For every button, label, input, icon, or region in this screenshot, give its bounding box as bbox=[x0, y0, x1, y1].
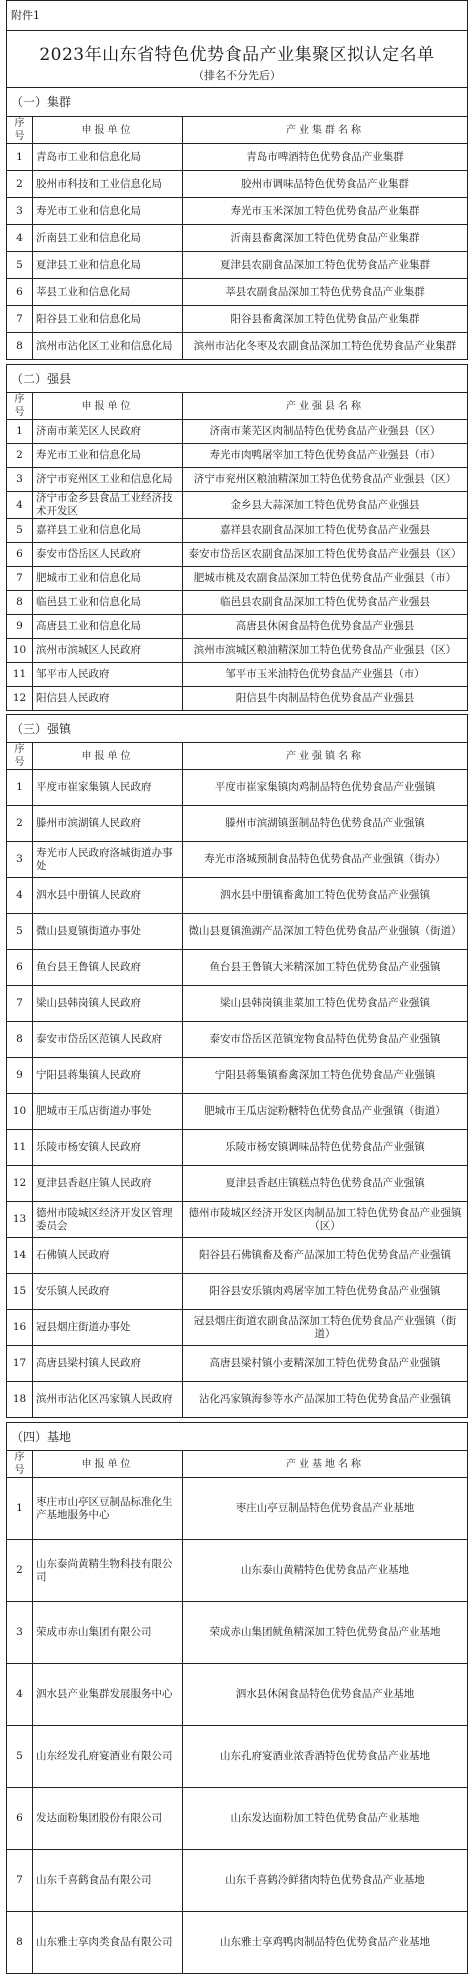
applicant-unit: 滕州市滨湖镇人民政府 bbox=[33, 806, 183, 842]
column-header: 申报单位 bbox=[33, 117, 183, 144]
name-cell: 寿光市洛城预制食品特色优势食品产业强镇（街办） bbox=[183, 842, 468, 878]
row-index: 10 bbox=[7, 639, 33, 663]
name-cell: 寿光市玉米深加工特色优势食品产业集群 bbox=[183, 198, 468, 225]
applicant-unit: 胶州市科技和工业信息化局 bbox=[33, 171, 183, 198]
row-index: 5 bbox=[7, 1726, 33, 1788]
applicant-unit: 平度市崔家集镇人民政府 bbox=[33, 770, 183, 806]
column-header: 序号 bbox=[7, 1451, 33, 1478]
table-row bbox=[7, 615, 468, 639]
applicant-unit: 荣成市赤山集团有限公司 bbox=[33, 1602, 183, 1664]
section-heading: （四）基地 bbox=[6, 1422, 468, 1450]
row-index: 5 bbox=[7, 914, 33, 950]
name-cell: 滨州市沾化冬枣及农副食品深加工特色优势食品产业集群 bbox=[183, 333, 468, 360]
applicant-unit: 冠县烟庄街道办事处 bbox=[33, 1310, 183, 1346]
page-title: 2023年山东省特色优势食品产业集聚区拟认定名单 bbox=[39, 45, 435, 65]
applicant-unit: 泗水县产业集群发展服务中心 bbox=[33, 1664, 183, 1726]
name-cell: 胶州市调味品特色优势食品产业集群 bbox=[183, 171, 468, 198]
name-cell: 山东千喜鹤冷鲜猪肉特色优势食品产业基地 bbox=[183, 1850, 468, 1912]
applicant-unit: 泗水县中册镇人民政府 bbox=[33, 878, 183, 914]
applicant-unit: 枣庄市山亭区豆制品标准化生产基地服务中心 bbox=[33, 1478, 183, 1540]
name-cell: 滕州市滨湖镇蛋制品特色优势食品产业强镇 bbox=[183, 806, 468, 842]
table-row bbox=[7, 519, 468, 543]
applicant-unit: 德州市陵城区经济开发区管理委员会 bbox=[33, 1202, 183, 1238]
applicant-unit: 济南市莱芜区人民政府 bbox=[33, 420, 183, 444]
name-cell: 济宁市兖州区粮油精深加工特色优势食品产业强县（区） bbox=[183, 468, 468, 492]
column-header: 序号 bbox=[7, 117, 33, 144]
table-row bbox=[7, 567, 468, 591]
table-row bbox=[7, 1130, 468, 1166]
name-cell: 沾化冯家镇海参等水产品深加工特色优势食品产业强镇 bbox=[183, 1382, 468, 1418]
row-index: 5 bbox=[7, 519, 33, 543]
table-header-row bbox=[7, 393, 468, 420]
name-cell: 寿光市肉鸭屠宰加工特色优势食品产业强县（市） bbox=[183, 444, 468, 468]
name-cell: 泗水县休闲食品特色优势食品产业基地 bbox=[183, 1664, 468, 1726]
applicant-unit: 山东泰尚黄精生物科技有限公司 bbox=[33, 1540, 183, 1602]
name-cell: 德州市陵城区经济开发区肉制品加工特色优势食品产业强镇（区） bbox=[183, 1202, 468, 1238]
section-4 bbox=[6, 1422, 468, 1974]
section-3 bbox=[6, 714, 468, 1418]
table-row bbox=[7, 842, 468, 878]
row-index: 8 bbox=[7, 591, 33, 615]
table-row bbox=[7, 663, 468, 687]
applicant-unit: 夏津县工业和信息化局 bbox=[33, 252, 183, 279]
page-subtitle: （排名不分先后） bbox=[193, 69, 281, 82]
applicant-unit: 嘉祥县工业和信息化局 bbox=[33, 519, 183, 543]
table-row bbox=[7, 1850, 468, 1912]
section-1 bbox=[6, 88, 468, 360]
name-cell: 微山县夏镇渔湖产品深加工特色优势食品产业强镇（街道） bbox=[183, 914, 468, 950]
name-cell: 高唐县休闲食品特色优势食品产业强县 bbox=[183, 615, 468, 639]
row-index: 3 bbox=[7, 1602, 33, 1664]
table-row bbox=[7, 279, 468, 306]
table-row bbox=[7, 1788, 468, 1850]
table-row bbox=[7, 444, 468, 468]
row-index: 6 bbox=[7, 950, 33, 986]
table-row bbox=[7, 1202, 468, 1238]
section-table bbox=[6, 742, 468, 1418]
name-cell: 山东泰山黄精特色优势食品产业基地 bbox=[183, 1540, 468, 1602]
table-row bbox=[7, 878, 468, 914]
applicant-unit: 安乐镇人民政府 bbox=[33, 1274, 183, 1310]
section-table bbox=[6, 1450, 468, 1974]
row-index: 4 bbox=[7, 492, 33, 519]
table-row bbox=[7, 687, 468, 711]
table-row bbox=[7, 591, 468, 615]
name-cell: 冠县烟庄街道农副食品深加工特色优势食品产业强镇（街道） bbox=[183, 1310, 468, 1346]
row-index: 1 bbox=[7, 144, 33, 171]
table-row bbox=[7, 1310, 468, 1346]
applicant-unit: 寿光市工业和信息化局 bbox=[33, 198, 183, 225]
title-box bbox=[6, 30, 468, 88]
name-cell: 鱼台县王鲁镇大米精深加工特色优势食品产业强镇 bbox=[183, 950, 468, 986]
applicant-unit: 滨州市沾化区工业和信息化局 bbox=[33, 333, 183, 360]
table-row bbox=[7, 225, 468, 252]
applicant-unit: 寿光市工业和信息化局 bbox=[33, 444, 183, 468]
name-cell: 泰安市岱岳区范镇宠物食品特色优势食品产业强镇 bbox=[183, 1022, 468, 1058]
applicant-unit: 夏津县香赵庄镇人民政府 bbox=[33, 1166, 183, 1202]
row-index: 15 bbox=[7, 1274, 33, 1310]
applicant-unit: 梁山县韩岗镇人民政府 bbox=[33, 986, 183, 1022]
name-cell: 临邑县农副食品深加工特色优势食品产业强县 bbox=[183, 591, 468, 615]
section-2 bbox=[6, 364, 468, 711]
row-index: 2 bbox=[7, 171, 33, 198]
row-index: 10 bbox=[7, 1094, 33, 1130]
row-index: 18 bbox=[7, 1382, 33, 1418]
table-row bbox=[7, 914, 468, 950]
applicant-unit: 山东千喜鹤食品有限公司 bbox=[33, 1850, 183, 1912]
table-row bbox=[7, 639, 468, 663]
row-index: 4 bbox=[7, 225, 33, 252]
section-table bbox=[6, 116, 468, 360]
row-index: 12 bbox=[7, 687, 33, 711]
row-index: 5 bbox=[7, 252, 33, 279]
name-cell: 夏津县农副食品深加工特色优势食品产业集群 bbox=[183, 252, 468, 279]
table-row bbox=[7, 1382, 468, 1418]
applicant-unit: 青岛市工业和信息化局 bbox=[33, 144, 183, 171]
table-row bbox=[7, 543, 468, 567]
section-heading: （二）强县 bbox=[6, 364, 468, 392]
applicant-unit: 莘县工业和信息化局 bbox=[33, 279, 183, 306]
row-index: 7 bbox=[7, 567, 33, 591]
row-index: 3 bbox=[7, 842, 33, 878]
row-index: 7 bbox=[7, 1850, 33, 1912]
table-header-row bbox=[7, 743, 468, 770]
applicant-unit: 阳谷县工业和信息化局 bbox=[33, 306, 183, 333]
table-row bbox=[7, 1166, 468, 1202]
column-header: 产业基地名称 bbox=[183, 1451, 468, 1478]
table-header-row bbox=[7, 117, 468, 144]
name-cell: 滨州市滨城区粮油精深加工特色优势食品产业强县（区） bbox=[183, 639, 468, 663]
section-heading: （三）强镇 bbox=[6, 714, 468, 742]
name-cell: 肥城市王瓜店淀粉糖特色优势食品产业强镇（街道） bbox=[183, 1094, 468, 1130]
name-cell: 嘉祥县农副食品深加工特色优势食品产业强县 bbox=[183, 519, 468, 543]
applicant-unit: 鱼台县王鲁镇人民政府 bbox=[33, 950, 183, 986]
row-index: 7 bbox=[7, 306, 33, 333]
applicant-unit: 泰安市岱岳区人民政府 bbox=[33, 543, 183, 567]
name-cell: 高唐县梁村镇小麦精深加工特色优势食品产业强镇 bbox=[183, 1346, 468, 1382]
table-row bbox=[7, 420, 468, 444]
table-row bbox=[7, 770, 468, 806]
table-row bbox=[7, 1238, 468, 1274]
section-heading: （一）集群 bbox=[6, 88, 468, 116]
applicant-unit: 寿光市人民政府洛城街道办事处 bbox=[33, 842, 183, 878]
row-index: 12 bbox=[7, 1166, 33, 1202]
table-row bbox=[7, 1912, 468, 1974]
name-cell: 金乡县大蒜深加工特色优势食品产业强县 bbox=[183, 492, 468, 519]
applicant-unit: 济宁市兖州区工业和信息化局 bbox=[33, 468, 183, 492]
table-row bbox=[7, 171, 468, 198]
row-index: 1 bbox=[7, 1478, 33, 1540]
applicant-unit: 泰安市岱岳区范镇人民政府 bbox=[33, 1022, 183, 1058]
table-row bbox=[7, 252, 468, 279]
applicant-unit: 宁阳县蒋集镇人民政府 bbox=[33, 1058, 183, 1094]
applicant-unit: 沂南县工业和信息化局 bbox=[33, 225, 183, 252]
column-header: 产业强县名称 bbox=[183, 393, 468, 420]
name-cell: 山东孔府宴酒业浓香酒特色优势食品产业基地 bbox=[183, 1726, 468, 1788]
applicant-unit: 滨州市滨城区人民政府 bbox=[33, 639, 183, 663]
table-row bbox=[7, 306, 468, 333]
attachment-label: 附件1 bbox=[6, 0, 468, 30]
name-cell: 肥城市桃及农副食品深加工特色优势食品产业强县（市） bbox=[183, 567, 468, 591]
applicant-unit: 肥城市王瓜店街道办事处 bbox=[33, 1094, 183, 1130]
column-header: 申报单位 bbox=[33, 743, 183, 770]
table-row bbox=[7, 986, 468, 1022]
row-index: 6 bbox=[7, 543, 33, 567]
table-row bbox=[7, 1058, 468, 1094]
name-cell: 夏津县香赵庄镇糕点特色优势食品产业强镇 bbox=[183, 1166, 468, 1202]
row-index: 8 bbox=[7, 333, 33, 360]
table-row bbox=[7, 1602, 468, 1664]
applicant-unit: 邹平市人民政府 bbox=[33, 663, 183, 687]
row-index: 11 bbox=[7, 663, 33, 687]
name-cell: 阳信县牛肉制品特色优势食品产业强县 bbox=[183, 687, 468, 711]
row-index: 16 bbox=[7, 1310, 33, 1346]
row-index: 14 bbox=[7, 1238, 33, 1274]
column-header: 产业强镇名称 bbox=[183, 743, 468, 770]
name-cell: 平度市崔家集镇肉鸡制品特色优势食品产业强镇 bbox=[183, 770, 468, 806]
row-index: 8 bbox=[7, 1912, 33, 1974]
row-index: 9 bbox=[7, 1058, 33, 1094]
row-index: 2 bbox=[7, 806, 33, 842]
applicant-unit: 山东经发孔府宴酒业有限公司 bbox=[33, 1726, 183, 1788]
section-table bbox=[6, 392, 468, 711]
applicant-unit: 肥城市工业和信息化局 bbox=[33, 567, 183, 591]
table-row bbox=[7, 1022, 468, 1058]
applicant-unit: 山东雅士享肉类食品有限公司 bbox=[33, 1912, 183, 1974]
name-cell: 阳谷县安乐镇肉鸡屠宰加工特色优势食品产业强镇 bbox=[183, 1274, 468, 1310]
name-cell: 莘县农副食品深加工特色优势食品产业集群 bbox=[183, 279, 468, 306]
row-index: 4 bbox=[7, 1664, 33, 1726]
name-cell: 沂南县畜禽深加工特色优势食品产业集群 bbox=[183, 225, 468, 252]
row-index: 2 bbox=[7, 1540, 33, 1602]
table-row bbox=[7, 1478, 468, 1540]
name-cell: 青岛市啤酒特色优势食品产业集群 bbox=[183, 144, 468, 171]
applicant-unit: 石佛镇人民政府 bbox=[33, 1238, 183, 1274]
column-header: 产业集群名称 bbox=[183, 117, 468, 144]
applicant-unit: 发达面粉集团股份有限公司 bbox=[33, 1788, 183, 1850]
table-row bbox=[7, 333, 468, 360]
table-row bbox=[7, 468, 468, 492]
name-cell: 阳谷县畜禽深加工特色优势食品产业集群 bbox=[183, 306, 468, 333]
name-cell: 泰安市岱岳区农副食品深加工特色优势食品产业强县（区） bbox=[183, 543, 468, 567]
name-cell: 枣庄山亭豆制品特色优势食品产业基地 bbox=[183, 1478, 468, 1540]
applicant-unit: 高唐县工业和信息化局 bbox=[33, 615, 183, 639]
row-index: 6 bbox=[7, 1788, 33, 1850]
table-row bbox=[7, 1540, 468, 1602]
row-index: 1 bbox=[7, 420, 33, 444]
name-cell: 阳谷县石佛镇畜及畜产品深加工特色优势食品产业强镇 bbox=[183, 1238, 468, 1274]
row-index: 7 bbox=[7, 986, 33, 1022]
applicant-unit: 高唐县梁村镇人民政府 bbox=[33, 1346, 183, 1382]
row-index: 3 bbox=[7, 198, 33, 225]
table-row bbox=[7, 950, 468, 986]
applicant-unit: 阳信县人民政府 bbox=[33, 687, 183, 711]
name-cell: 济南市莱芜区肉制品特色优势食品产业强县（区） bbox=[183, 420, 468, 444]
name-cell: 乐陵市杨安镇调味品特色优势食品产业强镇 bbox=[183, 1130, 468, 1166]
name-cell: 梁山县韩岗镇韭菜加工特色优势食品产业强镇 bbox=[183, 986, 468, 1022]
row-index: 9 bbox=[7, 615, 33, 639]
applicant-unit: 济宁市金乡县食品工业经济技术开发区 bbox=[33, 492, 183, 519]
row-index: 11 bbox=[7, 1130, 33, 1166]
row-index: 1 bbox=[7, 770, 33, 806]
column-header: 申报单位 bbox=[33, 1451, 183, 1478]
name-cell: 泗水县中册镇畜禽加工特色优势食品产业强镇 bbox=[183, 878, 468, 914]
table-row bbox=[7, 1274, 468, 1310]
applicant-unit: 乐陵市杨安镇人民政府 bbox=[33, 1130, 183, 1166]
table-row bbox=[7, 492, 468, 519]
table-row bbox=[7, 198, 468, 225]
row-index: 6 bbox=[7, 279, 33, 306]
table-row bbox=[7, 1346, 468, 1382]
table-row bbox=[7, 1726, 468, 1788]
table-row bbox=[7, 1664, 468, 1726]
name-cell: 邹平市玉米油特色优势食品产业强县（市） bbox=[183, 663, 468, 687]
row-index: 4 bbox=[7, 878, 33, 914]
row-index: 8 bbox=[7, 1022, 33, 1058]
column-header: 序号 bbox=[7, 743, 33, 770]
table-row bbox=[7, 806, 468, 842]
row-index: 3 bbox=[7, 468, 33, 492]
column-header: 序号 bbox=[7, 393, 33, 420]
name-cell: 山东发达面粉加工特色优势食品产业基地 bbox=[183, 1788, 468, 1850]
name-cell: 宁阳县蒋集镇畜禽深加工特色优势食品产业强镇 bbox=[183, 1058, 468, 1094]
applicant-unit: 微山县夏镇街道办事处 bbox=[33, 914, 183, 950]
name-cell: 荣成赤山集团鱿鱼精深加工特色优势食品产业基地 bbox=[183, 1602, 468, 1664]
table-row bbox=[7, 144, 468, 171]
table-header-row bbox=[7, 1451, 468, 1478]
row-index: 17 bbox=[7, 1346, 33, 1382]
row-index: 13 bbox=[7, 1202, 33, 1238]
applicant-unit: 临邑县工业和信息化局 bbox=[33, 591, 183, 615]
applicant-unit: 滨州市沾化区冯家镇人民政府 bbox=[33, 1382, 183, 1418]
row-index: 2 bbox=[7, 444, 33, 468]
name-cell: 山东雅士享鸡鸭肉制品特色优势食品产业基地 bbox=[183, 1912, 468, 1974]
column-header: 申报单位 bbox=[33, 393, 183, 420]
table-row bbox=[7, 1094, 468, 1130]
